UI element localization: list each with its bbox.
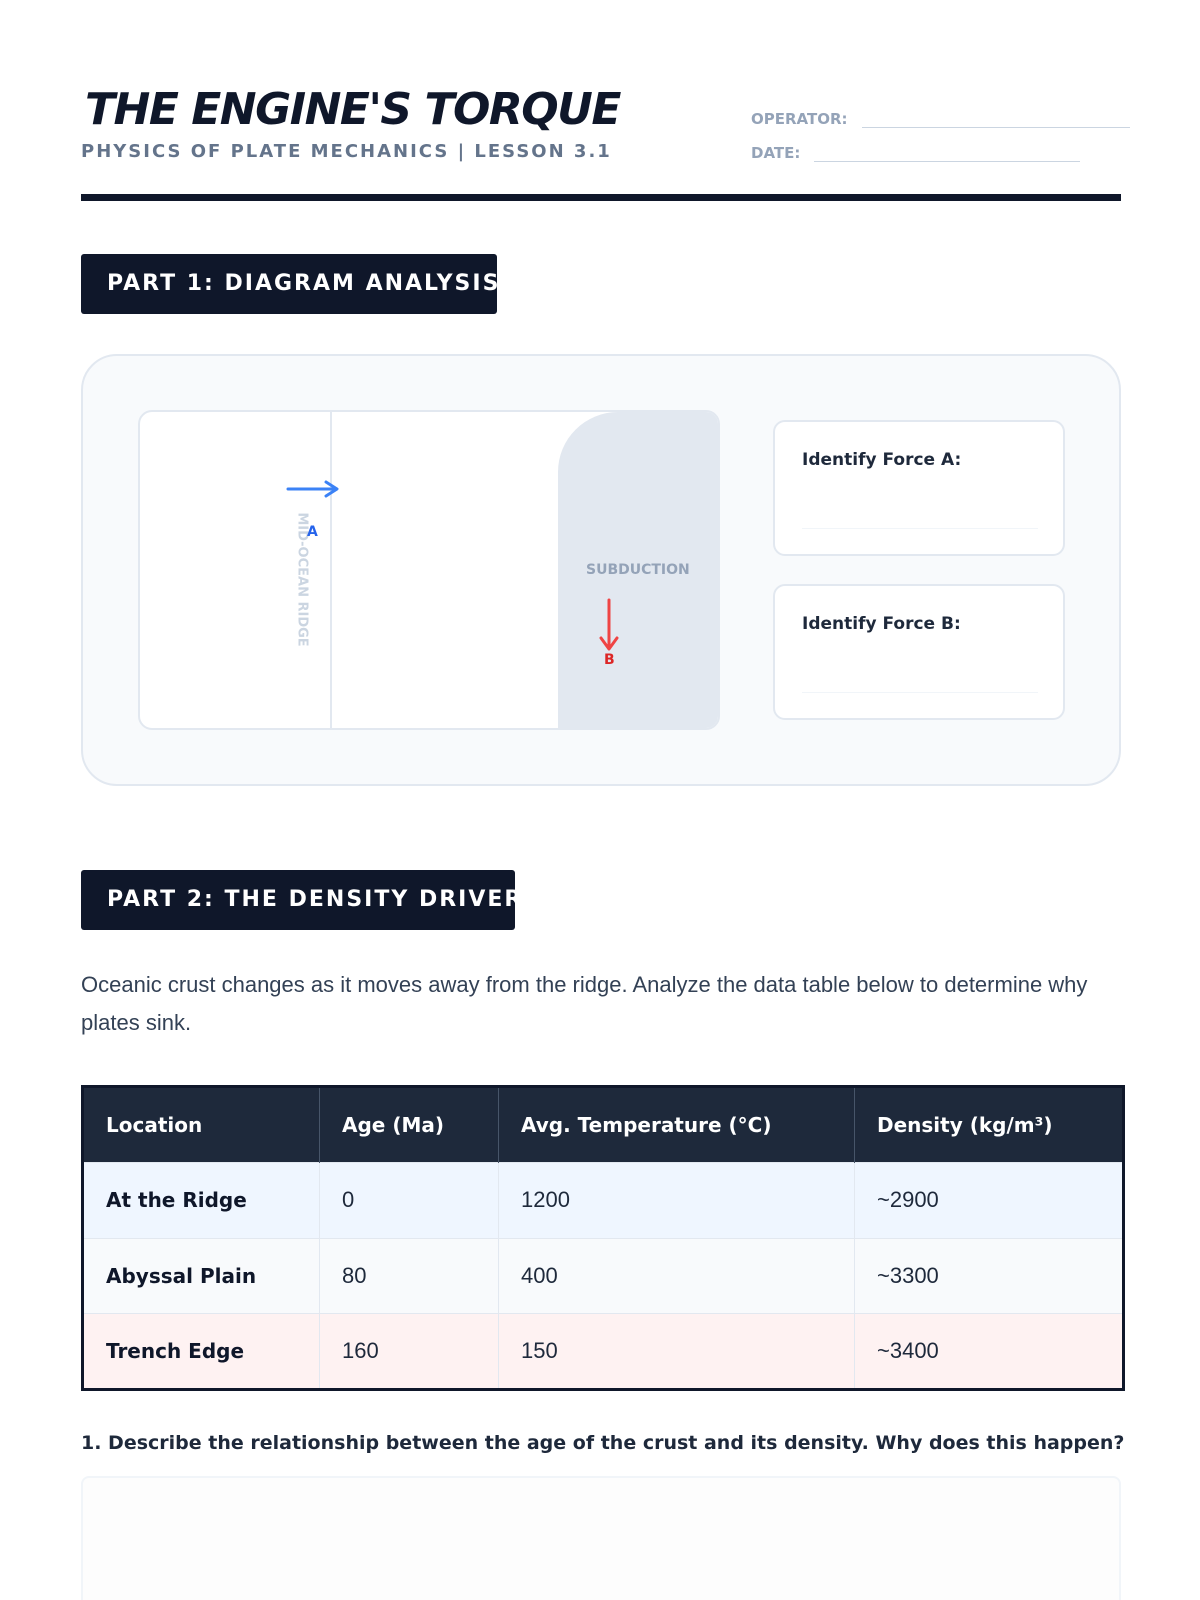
table-cell: At the Ridge (83, 1163, 320, 1239)
ridge-label: MID-OCEAN RIDGE (294, 512, 310, 647)
column-header: Location (83, 1087, 320, 1163)
table-cell: 0 (320, 1163, 499, 1239)
force-b-label: B (604, 652, 615, 668)
table-cell: Trench Edge (83, 1314, 320, 1390)
table-cell: 400 (499, 1238, 855, 1314)
table-cell: ~3300 (855, 1238, 1124, 1314)
table-cell: 160 (320, 1314, 499, 1390)
force-a-answer-line (802, 528, 1038, 529)
table-cell: ~2900 (855, 1163, 1124, 1239)
page-title: THE ENGINE'S TORQUE (85, 84, 620, 135)
column-header: Avg. Temperature (°C) (499, 1087, 855, 1163)
part-2-intro: Oceanic crust changes as it moves away from the ridge. Analyze the data table below to determine why plates sink. (81, 972, 1088, 1035)
subduction-label: SUBDUCTION (586, 562, 690, 578)
table-cell: 150 (499, 1314, 855, 1390)
table-cell: 1200 (499, 1163, 855, 1239)
table-header-row (83, 1087, 1124, 1163)
part-2-heading: PART 2: THE DENSITY DRIVER (81, 870, 515, 930)
force-a-label: A (307, 524, 318, 540)
worksheet-header (81, 84, 1121, 202)
date-input-line[interactable] (814, 161, 1080, 162)
operator-field (751, 110, 1130, 128)
table-cell: Abyssal Plain (83, 1238, 320, 1314)
force-a-arrow-icon (286, 480, 342, 498)
ridge-line (330, 412, 332, 728)
part-1-heading: PART 1: DIAGRAM ANALYSIS (81, 254, 497, 314)
column-header: Age (Ma) (320, 1087, 499, 1163)
table-row (83, 1238, 1124, 1314)
plate-diagram (138, 410, 720, 730)
force-b-prompt: Identify Force B: (802, 614, 961, 634)
force-b-answer-line (802, 692, 1038, 693)
density-data-table (81, 1085, 1125, 1391)
force-b-answer-box[interactable] (773, 584, 1065, 720)
force-a-answer-box[interactable] (773, 420, 1065, 556)
page-subtitle: PHYSICS OF PLATE MECHANICS | LESSON 3.1 (81, 141, 612, 162)
force-a-prompt: Identify Force A: (802, 450, 962, 470)
force-b-arrow-icon (596, 598, 622, 654)
table-cell: ~3400 (855, 1314, 1124, 1390)
table-row (83, 1314, 1124, 1390)
question-1-answer-box[interactable] (81, 1476, 1121, 1600)
date-field (751, 144, 1080, 162)
header-divider (81, 194, 1121, 201)
operator-input-line[interactable] (862, 127, 1130, 128)
table-row (83, 1163, 1124, 1239)
column-header: Density (kg/m³) (855, 1087, 1124, 1163)
date-label: DATE: (751, 144, 801, 162)
operator-label: OPERATOR: (751, 110, 848, 128)
question-1: 1. Describe the relationship between the age of the crust and its density. Why does this happen? (81, 1432, 1125, 1454)
table-cell: 80 (320, 1238, 499, 1314)
